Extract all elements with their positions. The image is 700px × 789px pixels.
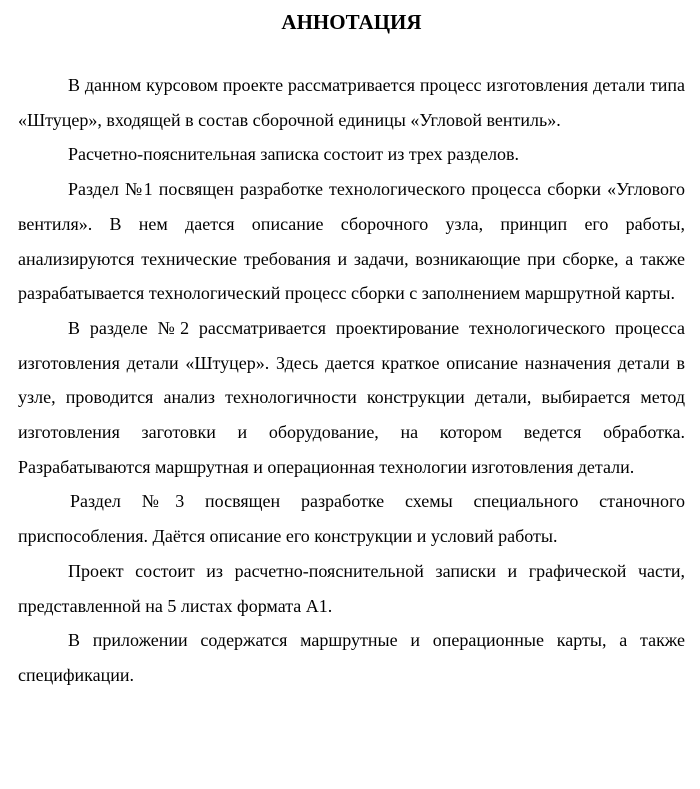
paragraph-appendix: В приложении содержатся маршрутные и операционные карты, а также спецификации.: [18, 630, 685, 685]
paragraph-section-3: Раздел №3 посвящен разработке схемы специального станочного приспособления. Даётся описание его конструкции и условий работы.: [18, 491, 685, 547]
document-title: АННОТАЦИЯ: [281, 10, 422, 34]
paragraph-project-composition: Проект состоит из расчетно-пояснительной записки и графической части, представленной на 5 листах формата А1.: [18, 560, 685, 616]
paragraph-section-1: Раздел №1 посвящен разработке технологического процесса сборки «Углового вентиля». В нем дается описание сборочного узла, принцип его работы, анализируются технические требования и задачи, возникающие при сборке, а также разрабатывается технологический процесс сборки с заполнением маршрутной карты.: [18, 179, 685, 304]
paragraph-section-2: В разделе №2 рассматривается проектирование технологического процесса изготовления детали «Штуцер». Здесь дается краткое описание назначения детали в узле, проводится анализ технологичности конструкции детали, выбирается метод изготовления заготовки и оборудование, на котором ведется обработка. Разрабатываются маршрутная и операционная технологии изготовления детали.: [18, 317, 685, 477]
document-page: [18, 8, 685, 693]
paragraph-structure: Расчетно-пояснительная записка состоит из трех разделов.: [68, 144, 520, 165]
paragraph-intro: В данном курсовом проекте рассматривается процесс изготовления детали типа «Штуцер», входящей в состав сборочной единицы «Угловой вентиль».: [18, 75, 685, 130]
